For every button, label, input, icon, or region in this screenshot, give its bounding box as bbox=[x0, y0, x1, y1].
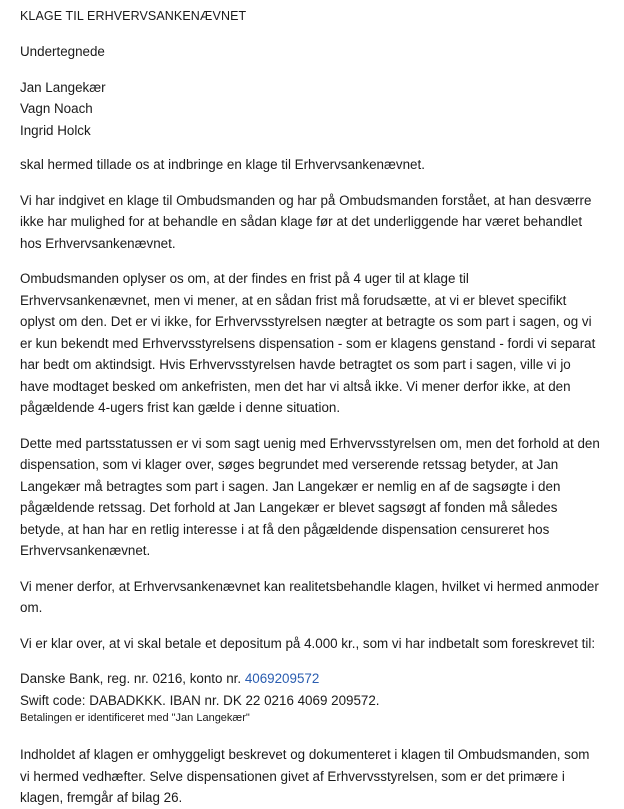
paragraph-request-treatment: Vi mener derfor, at Erhvervsankenævnet kan realitetsbehandle klagen, hvilket vi hermed anmoder om. bbox=[20, 578, 599, 615]
payment-reference-note: Betalingen er identificeret med "Jan Langekær" bbox=[20, 712, 250, 724]
paragraph-ombudsman: Vi har indgivet en klage til Ombudsmanden og har på Ombudsmanden forstået, at han desværre ikke har mulighed for at behandle en sådan klage før at det underliggende har været behandlet hos Erhvervsankenævnet. bbox=[20, 192, 592, 251]
bank-details bbox=[20, 668, 602, 726]
paragraph-content: Indholdet af klagen er omhyggeligt beskrevet og dokumenteret i klagen til Ombudsmanden, som vi hermed vedhæfter. Selve dispensationen givet af Erhvervsstyrelsen, som er det primære i klagen, fremgår af bilag 26. bbox=[20, 747, 590, 805]
paragraph-deadline: Ombudsmanden oplyser os om, at der findes en frist på 4 uger til at klage til Erhvervsankenævnet, men vi mener, at en sådan frist må forudsætte, at vi er blevet specifikt oplyst om den. Det er vi ikke, for Erhvervsstyrelsen nægter at betragte os som part i sagen, og vi er kun bekendt med Erhvervsstyrelsens dispensation - som er klagens genstand - fordi vi separat har bedt om aktindsigt. Hvis Erhvervsstyrelsen havde betragtet os som part i sagen, ville vi jo have modtaget besked om ankefristen, men det har vi altså ikke. Vi mener derfor ikke, at den pågældende 4-ugers frist kan gælde i denne situation. bbox=[20, 271, 596, 415]
bank-line bbox=[20, 668, 602, 690]
bank-line-prefix: Danske Bank, reg. nr. 0216, konto nr. bbox=[20, 671, 245, 686]
signatory-list bbox=[20, 77, 602, 142]
document-title: KLAGE TIL ERHVERVSANKENÆVNET bbox=[20, 9, 247, 23]
signatory-name: Jan Langekær bbox=[20, 79, 106, 95]
signatory-name: Ingrid Holck bbox=[20, 122, 91, 138]
paragraph-request: skal hermed tillade os at indbringe en klage til Erhvervsankenævnet. bbox=[20, 157, 425, 172]
swift-iban-line: Swift code: DABADKKK. IBAN nr. DK 22 0216 4069 209572. bbox=[20, 692, 380, 708]
account-number-link[interactable]: 4069209572 bbox=[244, 671, 320, 686]
paragraph-deposit: Vi er klar over, at vi skal betale et depositum på 4.000 kr., som vi har indbetalt som foreskrevet til: bbox=[20, 635, 596, 651]
intro-text: Undertegnede bbox=[20, 44, 105, 59]
paragraph-party-status: Dette med partsstatussen er vi som sagt uenig med Erhvervsstyrelsen om, men det forhold at den dispensation, som vi klager over, søges begrundet med verserende retssag betyder, at Jan Langekær må betragtes som part i sagen. Jan Langekær er nemlig en af de sagsøgte i den pågældende retssag. Det forhold at Jan Langekær er blevet sagsøgt af fonden må således betyde, at han har en retlig interesse i at få den pågældende dispensation censureret hos Erhvervsankenævnet. bbox=[20, 435, 600, 558]
signatory-name: Vagn Noach bbox=[20, 101, 93, 116]
